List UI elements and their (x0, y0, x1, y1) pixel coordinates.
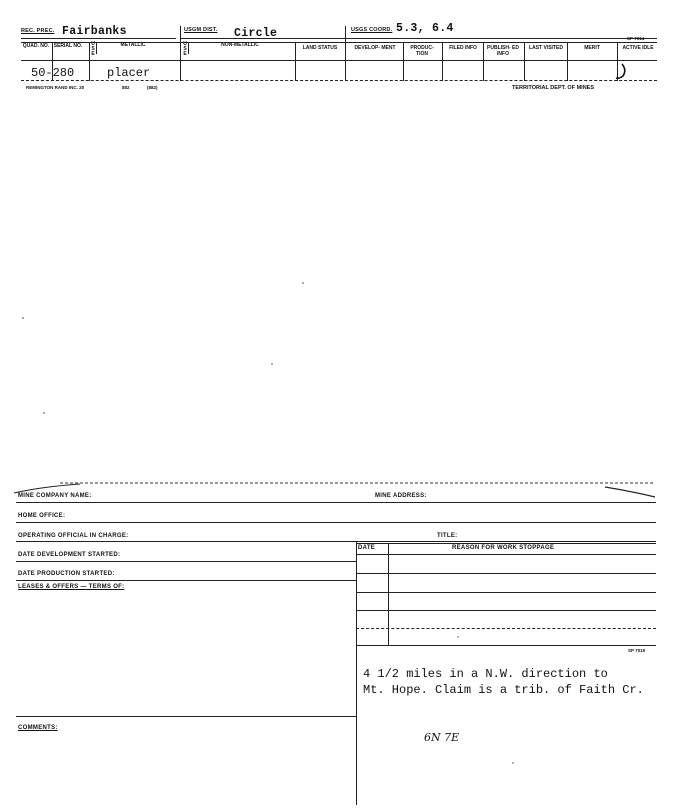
footer-mid-b: (882) (147, 85, 158, 90)
mine-company-label: MINE COMPANY NAME: (18, 493, 92, 499)
non-metallic-header: NON-METALLIC (221, 42, 259, 48)
leases-label: LEASES & OFFERS — TERMS OF: (18, 584, 125, 590)
serial-no-header: SERIAL NO. (53, 43, 83, 49)
production-header: PRODUC- TION (410, 45, 434, 57)
date-label: DATE (358, 545, 376, 551)
notes-line-2: Mt. Hope. Claim is a trib. of Faith Cr. (363, 683, 644, 697)
mine-address-label: MINE ADDRESS: (375, 493, 427, 499)
metallic-value: placer (107, 66, 151, 80)
metallic-header: METALLIC (120, 42, 146, 48)
use-b-header: U S E (183, 41, 187, 57)
reason-label: REASON FOR WORK STOPPAGE (452, 545, 555, 551)
operating-official-label: OPERATING OFFICIAL IN CHARGE: (18, 533, 129, 539)
serial-value: 50-280 (31, 66, 75, 80)
active-idle-header: ACTIVE IDLE (622, 45, 654, 51)
published-info-header: PUBLISH- ED INFO (487, 45, 519, 57)
card-edge (0, 475, 678, 505)
land-status-header: LAND STATUS (302, 45, 338, 51)
footer-mid-a: 882 (122, 85, 130, 90)
comments-label: COMMENTS: (18, 725, 58, 731)
handwritten-location: 6N 7E (424, 731, 460, 744)
quad-no-header: QUAD. NO. (22, 43, 50, 49)
footer-right: TERRITORIAL DEPT. OF MINES (512, 85, 594, 91)
date-prod-label: DATE PRODUCTION STARTED: (18, 571, 115, 577)
usgs-coord-value: 5.3, 6.4 (396, 22, 454, 35)
last-visited-header: LAST VISITED (529, 45, 563, 51)
date-dev-label: DATE DEVELOPMENT STARTED: (18, 552, 121, 558)
title-label: TITLE: (437, 533, 458, 539)
use-a-header: U S E (91, 41, 95, 57)
notes-line-1: 4 1/2 miles in a N.W. direction to (363, 667, 608, 681)
usgm-dist-value: Circle (234, 27, 278, 40)
development-header: DEVELOP- MENT (354, 45, 396, 51)
merit-header: MERIT (584, 45, 600, 51)
rec-prec-value: Fairbanks (62, 25, 127, 38)
usgs-coord-label: USGS COORD. (351, 27, 393, 33)
form-code-bottom: SP 7015 (628, 648, 646, 653)
usgm-dist-label: USGM DIST. (184, 27, 218, 33)
home-office-label: HOME OFFICE: (18, 513, 66, 519)
filed-info-header: FILED INFO (449, 45, 477, 51)
footer-left: REMINGTON RAND INC. 20 (26, 85, 85, 90)
form-code-top: SP 7014 (627, 36, 645, 41)
rec-prec-label: REC. PREC. (21, 28, 55, 34)
